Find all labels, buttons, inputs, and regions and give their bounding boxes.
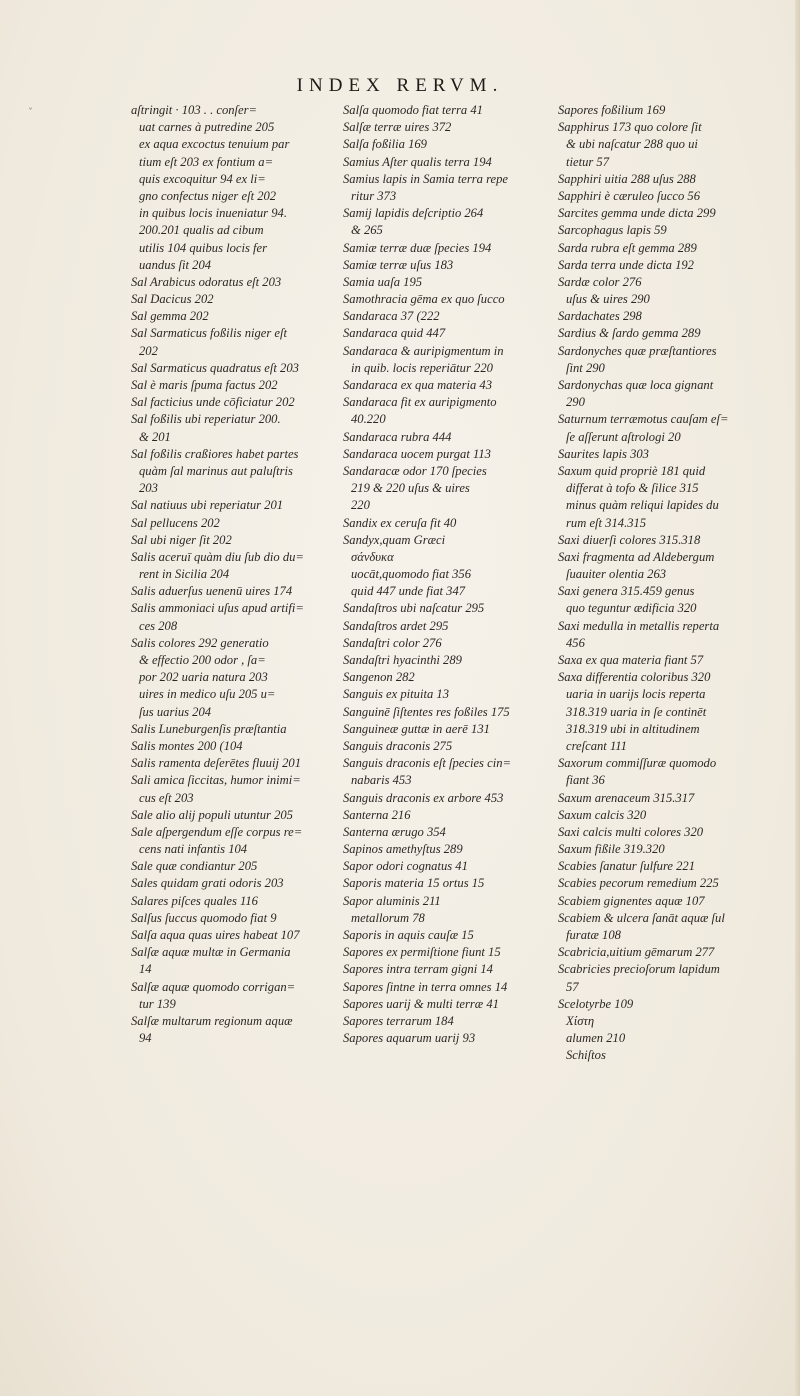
index-entry-line: Sal ubi niger ſit 202 xyxy=(131,532,232,547)
index-entry-line: Sal foßilis ubi reperiatur 200. xyxy=(131,412,281,427)
index-entry-line: Sapores terrarum 184 xyxy=(343,1013,454,1028)
index-entry-line: Sal Sarmaticus foßilis niger eſt xyxy=(131,326,288,341)
index-entry-line: uat carnes à putredine 205 xyxy=(139,120,275,135)
index-entry-line: quàm ſal marinus aut paluſtris xyxy=(139,463,293,478)
index-entry-line: Sal facticius unde cōficiatur 202 xyxy=(131,395,295,410)
index-entry-line: Salſa foßilia 169 xyxy=(343,137,427,152)
index-entry-line: creſcant 111 xyxy=(566,738,627,753)
index-entry-line: 94 xyxy=(139,1031,152,1046)
index-entry-line: Sales quidam grati odoris 203 xyxy=(131,876,284,891)
index-entry-line: ſe aſſerunt aſtrologi 20 xyxy=(566,429,681,444)
index-entry-line: Saxum fißile 319.320 xyxy=(558,842,665,857)
index-entry-line: uocāt,quomodo fiat 356 xyxy=(351,567,471,582)
index-entry-line: aſtringit · 103 . . conſer= xyxy=(131,103,258,117)
index-entry-line: Sarda terra unde dicta 192 xyxy=(558,257,694,272)
index-entry-line: Sapor odori cognatus 41 xyxy=(343,859,468,874)
index-entry-line: differat à tofo & ſilice 315 xyxy=(566,481,699,496)
index-entry-line: in quibus locis inueniatur 94. xyxy=(139,206,287,221)
index-entry-line: in quib. locis reperiātur 220 xyxy=(351,360,493,375)
index-entry-line: Sal foßilis craßiores habet partes xyxy=(131,446,299,461)
index-entry-line: Sandaraca ex qua materia 43 xyxy=(343,378,493,392)
index-entry-line: Saporis in aquis cauſæ 15 xyxy=(343,928,474,942)
index-column-1 xyxy=(131,102,335,1047)
index-entry-line: Sandaraca quid 447 xyxy=(343,326,446,341)
index-entry-line: Salis ammoniaci uſus apud artifi= xyxy=(131,601,304,616)
index-entry-line: Sal è maris ſpuma factus 202 xyxy=(131,378,278,392)
index-entry-line: Salis colores 292 generatio xyxy=(131,635,269,650)
index-entry-line: Sardæ color 276 xyxy=(558,274,642,289)
index-entry-line: quid 447 unde fiat 347 xyxy=(351,584,466,599)
index-entry-line: Samiæ terræ uſus 183 xyxy=(343,257,454,272)
index-entry-line: alumen 210 xyxy=(566,1031,626,1046)
index-entry-line: 219 & 220 uſus & uires xyxy=(351,481,470,496)
index-entry-line: Sapor aluminis 211 xyxy=(343,893,441,908)
index-entry-line: Salſæ aquæ multæ in Germania xyxy=(131,945,291,960)
index-entry-line: Salis aceruī quàm diu ſub dio du= xyxy=(131,549,304,564)
index-entry-line: Sandaſtros ubi naſcatur 295 xyxy=(343,601,485,616)
index-entry-line: 202 xyxy=(139,343,158,358)
index-entry-line: utilis 104 quibus locis fer xyxy=(139,240,268,255)
index-entry-line: Salis Luneburgenſis præſtantia xyxy=(131,721,287,736)
index-entry-line: 318.319 ubi in altitudinem xyxy=(566,721,700,736)
index-entry-line: Sapores aquarum uarij 93 xyxy=(343,1031,476,1046)
index-column-2 xyxy=(343,102,543,1047)
index-entry-line: 57 xyxy=(566,979,579,994)
running-header: INDEX RERVM. xyxy=(296,75,504,96)
index-entry-line: Salſa aqua quas uires habeat 107 xyxy=(131,928,300,942)
index-entry-line: Sandaraca uocem purgat 113 xyxy=(343,446,491,461)
index-entry-line: fiant 36 xyxy=(566,773,605,788)
index-entry-line: ſuauiter olentia 263 xyxy=(566,567,667,582)
index-entry-line: ſint 290 xyxy=(566,360,605,375)
index-entry-line: Scabiem & ulcera ſanāt aquæ ſul xyxy=(558,910,725,925)
index-entry-line: Sandaraca 37 (222 xyxy=(343,309,440,324)
index-entry-line: Χίστη xyxy=(566,1013,595,1028)
index-entry-line: Sapores ex permiſtione fiunt 15 xyxy=(343,945,501,960)
index-entry-line: Samia uaſa 195 xyxy=(343,274,423,289)
index-entry-line: Saxum arenaceum 315.317 xyxy=(558,790,695,805)
index-entry-line: metallorum 78 xyxy=(351,910,425,925)
index-entry-line: Sanguis draconis eſt ſpecies cin= xyxy=(343,756,511,771)
index-entry-line: Saxi fragmenta ad Aldebergum xyxy=(558,549,715,564)
index-entry-line: Saturnum terræmotus cauſam eſ= xyxy=(558,412,729,427)
index-entry-line: Sarcophagus lapis 59 xyxy=(558,223,667,238)
index-entry-line: Saxorum commiſſuræ quomodo xyxy=(558,756,717,771)
index-entry-line: rum eſt 314.315 xyxy=(566,515,647,530)
index-entry-line: quis excoquitur 94 ex li= xyxy=(139,171,266,186)
index-entry-line: Sanguineæ guttæ in aerē 131 xyxy=(343,721,490,736)
index-entry-line: Sandaſtri color 276 xyxy=(343,635,442,650)
index-entry-line: Salis montes 200 (104 xyxy=(131,738,243,753)
index-entry-line: Sardonychas quæ loca gignant xyxy=(558,378,714,392)
index-entry-line: 220 xyxy=(351,498,370,513)
index-entry-line: Sandix ex ceruſa fit 40 xyxy=(343,515,457,530)
index-entry-line: 203 xyxy=(139,481,158,496)
index-entry-line: Samiæ terræ duæ ſpecies 194 xyxy=(343,240,492,255)
page-edge-mark: ˇ xyxy=(28,108,33,119)
index-entry-line: 14 xyxy=(139,962,152,977)
index-entry-line: Salſæ multarum regionum aquæ xyxy=(131,1013,293,1028)
index-entry-line: Samius Aſter qualis terra 194 xyxy=(343,154,492,169)
index-entry-line: Sali amica ſiccitas, humor inimi= xyxy=(131,773,301,788)
index-entry-line: por 202 uaria natura 203 xyxy=(139,670,268,685)
index-entry-line: Salſa quomodo fiat terra 41 xyxy=(343,103,483,117)
index-entry-line: Sandaraca rubra 444 xyxy=(343,429,452,444)
index-entry-line: Sanguis draconis ex arbore 453 xyxy=(343,790,504,805)
index-entry-line: Sal gemma 202 xyxy=(131,309,209,324)
index-entry-line: Salares piſces quales 116 xyxy=(131,893,258,908)
index-entry-line: minus quàm reliqui lapides du xyxy=(566,498,719,513)
index-entry-line: Scabiem gignentes aquæ 107 xyxy=(558,893,705,908)
index-entry-line: Sardachates 298 xyxy=(558,309,642,324)
index-entry-line: Samij lapidis deſcriptio 264 xyxy=(343,206,484,221)
index-entry-line: ſus uarius 204 xyxy=(139,704,212,719)
index-entry-line: Sanguis ex pituita 13 xyxy=(343,687,449,702)
index-entry-line: ces 208 xyxy=(139,618,178,633)
index-entry-line: uires in medico uſu 205 u= xyxy=(139,687,276,702)
index-column-3 xyxy=(558,102,763,1065)
index-entry-line: Sal pellucens 202 xyxy=(131,515,220,530)
index-entry-line: Sandaraca fit ex auripigmento xyxy=(343,395,497,410)
index-entry-line: Sale alio alij populi utuntur 205 xyxy=(131,807,293,822)
index-entry-line: 456 xyxy=(566,635,585,650)
index-entry-line: tur 139 xyxy=(139,996,176,1011)
index-entry-line: Santerna ærugo 354 xyxy=(343,824,446,839)
index-entry-line: Saxa ex qua materia fiant 57 xyxy=(558,653,704,667)
index-entry-line: gno confectus niger eſt 202 xyxy=(139,188,277,203)
index-entry-line: & 265 xyxy=(351,223,383,238)
index-entry-line: Salis aduerſus uenenū uires 174 xyxy=(131,584,293,599)
index-entry-line: nabaris 453 xyxy=(351,773,412,788)
index-entry-line: Saxum calcis 320 xyxy=(558,807,647,822)
index-entry-line: Saxi medulla in metallis reperta xyxy=(558,618,720,633)
index-entry-line: 318.319 uaria in ſe continēt xyxy=(566,704,707,719)
index-entry-line: Sapphiri uitia 288 uſus 288 xyxy=(558,171,696,186)
index-entry-line: Schiſtos xyxy=(566,1048,606,1063)
index-entry-line: furatæ 108 xyxy=(566,928,621,942)
index-entry-line: Sardius & ſardo gemma 289 xyxy=(558,326,701,341)
index-entry-line: Salſus ſuccus quomodo fiat 9 xyxy=(131,910,277,925)
index-entry-line: σάνδυκα xyxy=(351,549,394,564)
index-entry-line: Sal Arabicus odoratus eſt 203 xyxy=(131,274,282,289)
index-entry-line: Saurites lapis 303 xyxy=(558,446,649,461)
index-entry-line: Saporis materia 15 ortus 15 xyxy=(343,876,485,891)
index-entry-line: quo teguntur ædificia 320 xyxy=(566,601,697,616)
index-entry-line: 200.201 qualis ad cibum xyxy=(139,223,264,238)
index-entry-line: Sanguinē ſiſtentes res foßiles 175 xyxy=(343,704,510,719)
index-entry-line: Sapinos amethyſtus 289 xyxy=(343,842,463,857)
index-entry-line: 290 xyxy=(566,395,585,410)
index-entry-line: Scelotyrbe 109 xyxy=(558,996,634,1011)
index-entry-line: Salſæ terræ uires 372 xyxy=(343,120,452,135)
index-entry-line: Scabricia,uitium gēmarum 277 xyxy=(558,945,715,960)
index-entry-line: Sangenon 282 xyxy=(343,670,415,685)
index-entry-line: Sardonyches quæ præſtantiores xyxy=(558,343,717,358)
index-entry-line: Sal Sarmaticus quadratus eſt 203 xyxy=(131,360,299,375)
index-entry-line: & 201 xyxy=(139,429,171,444)
index-entry-line: Sapphirus 173 quo colore ſit xyxy=(558,120,702,135)
index-entry-line: tietur 57 xyxy=(566,154,610,169)
page-right-edge xyxy=(795,0,800,1396)
index-entry-line: ex aqua excoctus tenuium par xyxy=(139,137,290,152)
index-entry-line: Sandaſtros ardet 295 xyxy=(343,618,449,633)
index-entry-line: Sanguis draconis 275 xyxy=(343,738,453,753)
index-entry-line: Sandaraca & auripigmentum in xyxy=(343,343,504,358)
index-entry-line: Sandyx,quam Græci xyxy=(343,532,446,547)
index-entry-line: Sal natiuus ubi reperiatur 201 xyxy=(131,498,284,513)
index-entry-line: Salſæ aquæ quomodo corrigan= xyxy=(131,979,296,994)
index-entry-line: Sapores foßilium 169 xyxy=(558,103,666,117)
index-entry-line: Sale quæ condiantur 205 xyxy=(131,859,258,874)
index-entry-line: Sapphiri è cæruleo ſucco 56 xyxy=(558,188,701,203)
index-entry-line: Sapores uarij & multi terræ 41 xyxy=(343,996,499,1011)
index-entry-line: Saxi genera 315.459 genus xyxy=(558,584,695,599)
index-entry-line: cus eſt 203 xyxy=(139,790,194,805)
index-entry-line: uaria in uarijs locis reperta xyxy=(566,687,706,702)
index-entry-line: & effectio 200 odor , ſa= xyxy=(139,653,266,667)
index-entry-line: Sarcites gemma unde dicta 299 xyxy=(558,206,716,221)
index-entry-line: Saxum quid propriè 181 quid xyxy=(558,463,706,478)
index-entry-line: Samothracia gēma ex quo ſucco xyxy=(343,292,505,307)
index-entry-line: Scabies pecorum remedium 225 xyxy=(558,876,719,891)
index-entry-line: Scabies ſanatur ſulfure 221 xyxy=(558,859,696,874)
index-entry-line: Samius lapis in Samia terra repe xyxy=(343,171,508,186)
index-entry-line: Saxa differentia coloribus 320 xyxy=(558,670,711,685)
index-entry-line: ritur 373 xyxy=(351,188,397,203)
index-entry-line: Sandaracæ odor 170 ſpecies xyxy=(343,463,487,478)
index-entry-line: Sandaſtri hyacinthi 289 xyxy=(343,653,462,667)
index-entry-line: & ubi naſcatur 288 quo ui xyxy=(566,137,698,152)
index-entry-line: Santerna 216 xyxy=(343,807,411,822)
index-entry-line: Sarda rubra eſt gemma 289 xyxy=(558,240,697,255)
index-entry-line: tium eſt 203 ex fontium a= xyxy=(139,154,274,169)
index-entry-line: uſus & uires 290 xyxy=(566,292,650,307)
index-entry-line: cens nati infantis 104 xyxy=(139,842,248,857)
index-entry-line: 40.220 xyxy=(351,412,386,427)
index-entry-line: uandus ſit 204 xyxy=(139,257,212,272)
index-entry-line: Sal Dacicus 202 xyxy=(131,292,214,307)
index-entry-line: Salis ramenta deſerētes fluuij 201 xyxy=(131,756,301,771)
index-entry-line: Saxi calcis multi colores 320 xyxy=(558,824,704,839)
index-entry-line: Sale aſpergendum eſſe corpus re= xyxy=(131,824,303,839)
index-entry-line: Saxi diuerſi colores 315.318 xyxy=(558,532,701,547)
index-entry-line: Sapores intra terram gigni 14 xyxy=(343,962,493,977)
index-entry-line: rent in Sicilia 204 xyxy=(139,567,230,582)
index-entry-line: Sapores ſintne in terra omnes 14 xyxy=(343,979,508,994)
index-entry-line: Scabricies precioſorum lapidum xyxy=(558,962,720,977)
